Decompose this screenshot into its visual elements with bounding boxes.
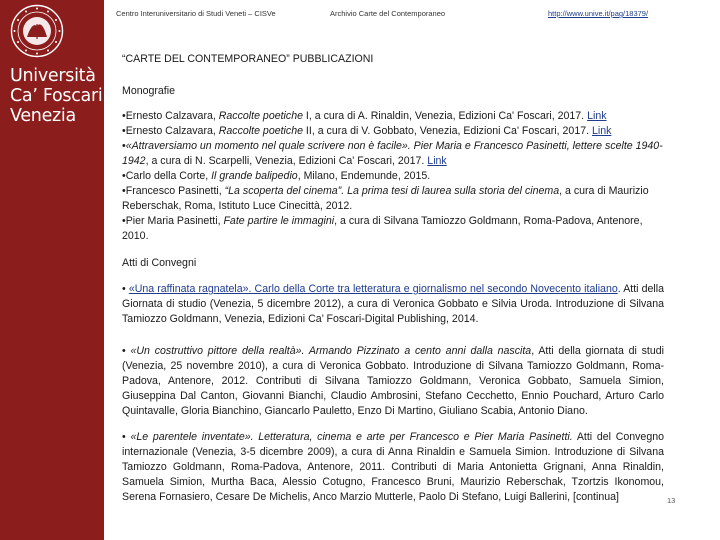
list-item: [122, 430, 664, 505]
section-heading-convegni: Atti di Convegni: [122, 257, 197, 269]
page-title: “CARTE DEL CONTEMPORANEO” PUBBLICAZIONI: [122, 53, 374, 65]
bullet: •: [122, 215, 126, 227]
university-name-line: Università: [10, 66, 96, 86]
university-name-line: Venezia: [10, 106, 76, 126]
item-text: Carlo della Corte,: [125, 170, 212, 182]
list-item: [122, 169, 664, 184]
item-text: . Atti della Giornata di studio (Venezia, 5 dicembre 2012), a cura di Veronica Gobbato e Silvia Uroda. Introduzione di Silvana Tamiozzo Goldmann, Venezia, Edizioni Ca’ Foscari-Digital Publishing, 2014.: [122, 283, 664, 325]
item-text: I, a cura di A. Rinaldin, Venezia, Edizioni Ca' Foscari, 2017.: [302, 110, 588, 122]
item-link[interactable]: «Una raffinata ragnatela». Carlo della Corte tra letteratura e giornalismo nel secondo Novecento italiano: [128, 283, 618, 295]
item-text: , Atti della giornata di studi (Venezia, 25 novembre 2010), a cura di Veronica Gobbato. Introduzione di Silvana Tamiozzo Goldmann, Roma-Padova, Antenore, 2012. Contributi di Silvana Tamiozzo Goldmann, Veronica Gobbato, Samuela Simion, Giuseppina Dal Canton, Giovanni Bianchi, Claudio Ambrosini, Stefano Cecchetto, Ennio Pouchard, Arturo Carlo Quintavalle, Gloria Bianchino, Giancarlo Pauletto, Enzo Di Martino, Giuliano Scabia, Antonio Diano.: [122, 345, 665, 417]
item-title: «Attraversiamo un momento nel quale scrivere non è facile». Pier Maria e Francesco Pasinetti, lettere scelte 1940-1942: [122, 140, 663, 167]
item-title: «Le parentele inventate». Letteratura, cinema e arte per Francesco e Pier Maria Pasinetti.: [130, 431, 573, 443]
university-name: [10, 66, 102, 126]
archive-url-link[interactable]: http://www.unive.it/pag/18379/: [548, 9, 649, 18]
bullet: •: [122, 170, 126, 182]
item-text: , Milano, Endemunde, 2015.: [297, 170, 431, 182]
list-item: [122, 139, 664, 169]
list-item: [122, 109, 664, 124]
bullet: •: [122, 125, 126, 137]
item-text: , a cura di N. Scarpelli, Venezia, Edizioni Ca' Foscari, 2017.: [145, 155, 428, 167]
university-sidebar: [0, 0, 104, 540]
item-title: «Un costruttivo pittore della realtà». Armando Pizzinato a cento anni dalla nascita: [130, 345, 532, 357]
university-seal-logo: [10, 4, 64, 58]
archive-name: Archivio Carte del Contemporaneo: [330, 9, 446, 18]
item-text: , a cura di Silvana Tamiozzo Goldmann, Roma-Padova, Antenore, 2010.: [122, 215, 643, 242]
item-text: Francesco Pasinetti,: [125, 185, 225, 197]
bullet: •: [122, 110, 126, 122]
list-item: [122, 282, 664, 327]
list-item: [122, 214, 664, 244]
monografie-list: [122, 109, 664, 244]
item-title: Il grande balipedio: [211, 170, 298, 182]
header-bar: [116, 9, 696, 23]
item-text: II, a cura di V. Gobbato, Venezia, Edizioni Ca' Foscari, 2017.: [302, 125, 592, 137]
item-link[interactable]: Link: [427, 155, 447, 167]
item-title: Raccolte poetiche: [218, 110, 303, 122]
bullet: •: [122, 431, 126, 443]
list-item: [122, 124, 664, 139]
item-text: Pier Maria Pasinetti,: [125, 215, 224, 227]
item-title: Fate partire le immagini: [223, 215, 335, 227]
center-name: Centro Interuniversitario di Studi Veneti – CISVe: [116, 9, 276, 18]
convegni-item-1: [122, 282, 664, 327]
item-link[interactable]: Link: [592, 125, 612, 137]
list-item: [122, 184, 664, 214]
item-title: “La scoperta del cinema”. La prima tesi di laurea sulla storia del cinema: [224, 185, 560, 197]
university-name-line: Ca’ Foscari: [10, 86, 103, 106]
item-text: Atti del Convegno internazionale (Venezia, 3-5 dicembre 2009), a cura di Anna Rinaldin e Samuela Simion. Introduzione di Silvana Tamiozzo Goldmann, Roma-Padova, Antenore, 2011. Contributi di Maria Antonietta Grignani, Anna Rinaldin, Samuela Simion, Murtha Baca, Alessio Cotugno, Francesco Bruni, Maurizio Reberschak, Tzortzis Ikonomou, Serena Fornasiero, Cesare De Michelis, Anco Marzio Mutterle, Paolo Di Stefano, Luigi Ballerini, [continua]: [122, 431, 664, 503]
section-heading-monografie: Monografie: [122, 85, 175, 97]
convegni-item-2: [122, 344, 664, 419]
item-text: , a cura di Maurizio Reberschak, Roma, Istituto Luce Cinecittà, 2012.: [122, 185, 649, 212]
bullet: •: [122, 185, 126, 197]
item-link[interactable]: Link: [587, 110, 607, 122]
item-text: Ernesto Calzavara,: [125, 125, 219, 137]
bullet: •: [122, 345, 126, 357]
convegni-item-3: [122, 430, 664, 505]
item-title: Raccolte poetiche: [218, 125, 303, 137]
page-number: 13: [667, 496, 676, 505]
item-text: Ernesto Calzavara,: [125, 110, 219, 122]
bullet: •: [122, 140, 126, 152]
list-item: [122, 344, 664, 419]
bullet: •: [122, 283, 126, 295]
